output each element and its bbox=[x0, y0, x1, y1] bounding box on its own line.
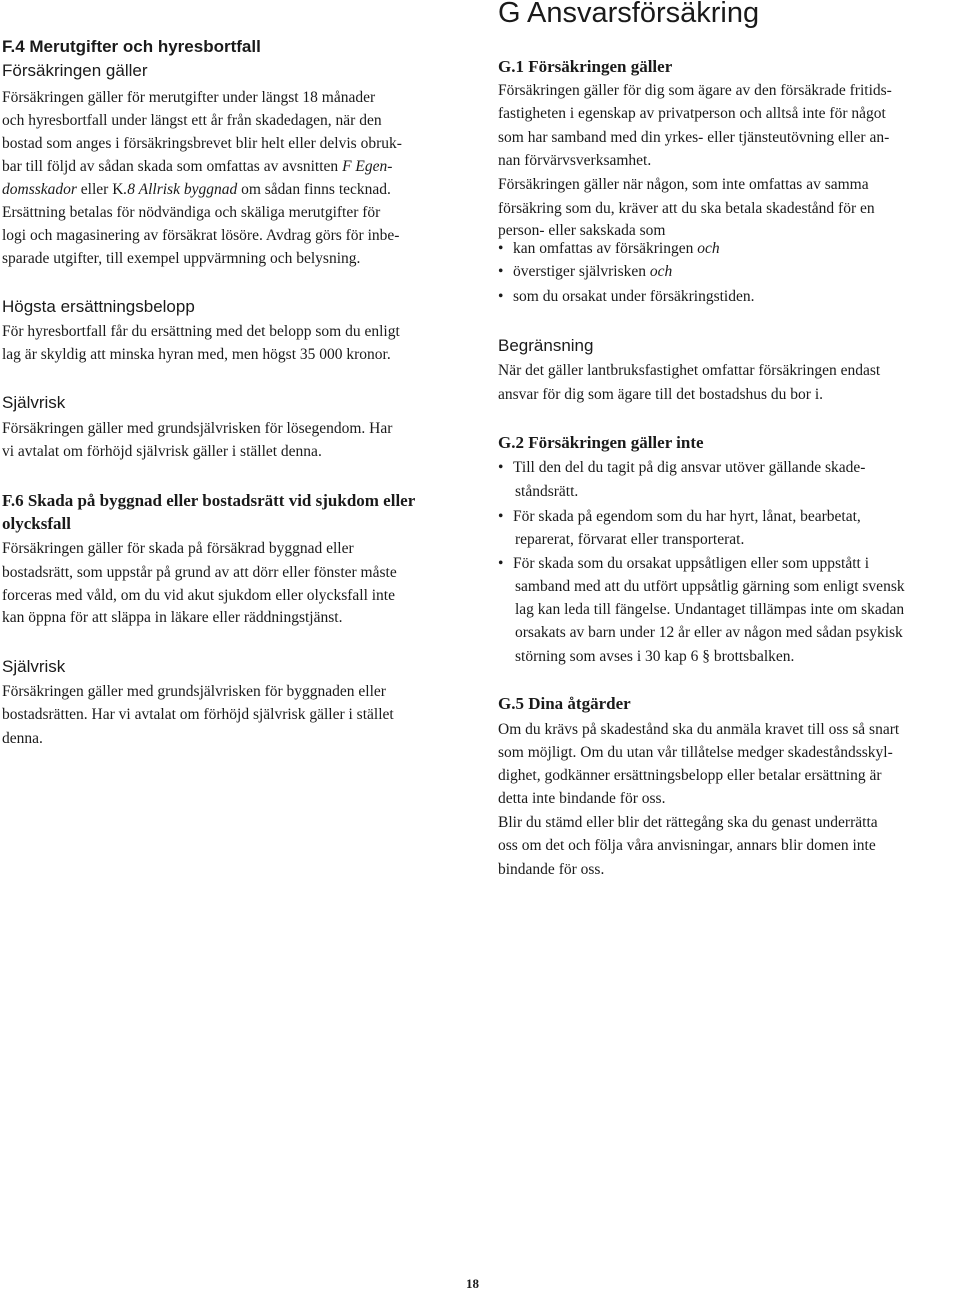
list-item-text: som du orsakat under försäkringstiden. bbox=[513, 288, 755, 305]
list-item: ståndsrätt. bbox=[515, 483, 579, 500]
body-line: När det gäller lantbruksfastighet omfattar försäkringen endast bbox=[498, 362, 881, 379]
list-item: För skada på egendom som du har hyrt, lånat, bearbetat, bbox=[513, 508, 861, 525]
reference-link: F Egen- bbox=[342, 158, 393, 175]
page-number: 18 bbox=[466, 1276, 479, 1291]
body-line: dighet, godkänner ersättningsbelopp eller betalar ersättning är bbox=[498, 767, 882, 784]
body-line: Försäkringen gäller med grundsjälvrisken för lösegendom. Har bbox=[2, 420, 393, 437]
body-line: Försäkringen gäller för merutgifter under längst 18 månader bbox=[2, 89, 376, 106]
body-line: ansvar för dig som ägare till det bostadshus du bor i. bbox=[498, 386, 824, 403]
body-line: nan förvärvsverksamhet. bbox=[498, 152, 652, 169]
body-line: bindande för oss. bbox=[498, 861, 605, 878]
list-item: lag kan leda till fängelse. Undantaget tillämpas inte om skadan bbox=[515, 601, 905, 618]
list-item bbox=[513, 237, 720, 261]
bullet-icon: • bbox=[498, 459, 504, 476]
body-line: För hyresbortfall får du ersättning med det belopp som du enligt bbox=[2, 323, 400, 340]
list-item: samband med att du utfört uppsåtlig gärning som enligt svensk bbox=[515, 578, 905, 595]
body-line: forceras med våld, om du vid akut sjukdom eller olycksfall inte bbox=[2, 587, 395, 604]
list-item-em: och bbox=[649, 263, 673, 280]
body-line: Försäkringen gäller med grundsjälvrisken för byggnaden eller bbox=[2, 683, 386, 700]
body-text: eller K bbox=[80, 181, 124, 198]
section-title: G Ansvarsförsäkring bbox=[498, 0, 760, 29]
list-item bbox=[513, 285, 755, 309]
section-heading-f4: F.4 Merutgifter och hyresbortfall bbox=[2, 37, 261, 56]
body-line: sparade utgifter, till exempel uppvärmning och belysning. bbox=[2, 250, 361, 267]
section-heading-g5: G.5 Dina åtgärder bbox=[498, 694, 631, 713]
body-line: Blir du stämd eller blir det rättegång ska du genast underrätta bbox=[498, 814, 878, 831]
list-item-em: och bbox=[697, 240, 720, 257]
paragraph-sign: § bbox=[702, 648, 711, 665]
body-text: om sådan finns tecknad. bbox=[241, 181, 391, 198]
section-heading-f6: F.6 Skada på byggnad eller bostadsrätt vid sjukdom eller bbox=[2, 491, 416, 510]
body-line: som möjligt. Om du utan vår tillåtelse medger skadeståndsskyl- bbox=[498, 744, 893, 761]
body-line: Om du krävs på skadestånd ska du anmäla kravet till oss så snart bbox=[498, 721, 900, 738]
bullet-icon: • bbox=[498, 508, 504, 525]
list-item-text: störning som avses i 30 kap 6 bbox=[515, 648, 699, 665]
reference-link: domsskador bbox=[2, 181, 77, 198]
body-line: oss om det och följa våra anvisningar, annars blir domen inte bbox=[498, 837, 876, 854]
bullet-icon: • bbox=[498, 288, 504, 305]
list-item: Till den del du tagit på dig ansvar utöver gällande skade- bbox=[513, 459, 866, 476]
body-line: vi avtalat om förhöjd självrisk gäller i stället denna. bbox=[2, 443, 322, 460]
bullet-icon: • bbox=[498, 263, 504, 280]
body-line: denna. bbox=[2, 730, 43, 747]
body-line: Försäkringen gäller för dig som ägare av den försäkrade fritids- bbox=[498, 82, 892, 99]
body-line: Försäkringen gäller när någon, som inte omfattas av samma bbox=[498, 176, 869, 193]
body-line bbox=[2, 155, 392, 179]
list-item bbox=[513, 260, 672, 284]
body-line: och hyresbortfall under längst ett år från skadedagen, när den bbox=[2, 112, 382, 129]
body-line: försäkring som du, kräver att du ska betala skadestånd för en bbox=[498, 200, 875, 217]
list-item: För skada som du orsakat uppsåtligen eller som uppstått i bbox=[513, 555, 870, 572]
body-line: logi och magasinering av försäkrat lösöre. Avdrag görs för inbe- bbox=[2, 227, 400, 244]
section-heading-g2: G.2 Försäkringen gäller inte bbox=[498, 433, 704, 452]
subheading: Försäkringen gäller bbox=[2, 61, 148, 80]
body-line: fastigheten i egenskap av privatperson och alltså inte för något bbox=[498, 105, 886, 122]
list-item-text: brottsbalken. bbox=[713, 648, 795, 665]
body-text: bar till följd av sådan skada som omfattas av avsnitten bbox=[2, 158, 339, 175]
bullet-icon: • bbox=[498, 240, 504, 257]
list-item-text: överstiger självrisken bbox=[513, 263, 647, 280]
body-line: Försäkringen gäller för skada på försäkrad byggnad eller bbox=[2, 540, 354, 557]
body-line bbox=[2, 178, 391, 202]
body-line: lag är skyldig att minska hyran med, men högst 35 000 kronor. bbox=[2, 346, 391, 363]
body-line: kan öppna för att släppa in läkare eller räddningstjänst. bbox=[2, 609, 343, 626]
body-line: bostadsrätt, som uppstår på grund av att dörr eller fönster måste bbox=[2, 564, 397, 581]
section-heading-g1: G.1 Försäkringen gäller bbox=[498, 57, 673, 76]
list-item-text: kan omfattas av försäkringen bbox=[513, 240, 694, 257]
body-line: som har samband med din yrkes- eller tjänsteutövning eller an- bbox=[498, 129, 890, 146]
body-line: bostadsrätten. Har vi avtalat om förhöjd självrisk gäller i stället bbox=[2, 706, 394, 723]
list-item bbox=[515, 645, 794, 669]
subheading: Självrisk bbox=[2, 657, 66, 676]
section-heading-f6: olycksfall bbox=[2, 514, 71, 533]
body-line: Ersättning betalas för nödvändiga och skäliga merutgifter för bbox=[2, 204, 381, 221]
subheading: Begränsning bbox=[498, 336, 594, 355]
list-item: orsakats av barn under 12 år eller av någon med sådan psykisk bbox=[515, 624, 903, 641]
body-line: detta inte bindande för oss. bbox=[498, 790, 666, 807]
list-item: reparerat, förvarat eller transporterat. bbox=[515, 531, 745, 548]
bullet-icon: • bbox=[498, 555, 504, 572]
reference-link: .8 Allrisk byggnad bbox=[123, 181, 238, 198]
body-line: bostad som anges i försäkringsbrevet blir helt eller delvis obruk- bbox=[2, 135, 402, 152]
body-line: person- eller sakskada som bbox=[498, 222, 666, 239]
subheading: Självrisk bbox=[2, 393, 66, 412]
subheading: Högsta ersättningsbelopp bbox=[2, 297, 195, 316]
